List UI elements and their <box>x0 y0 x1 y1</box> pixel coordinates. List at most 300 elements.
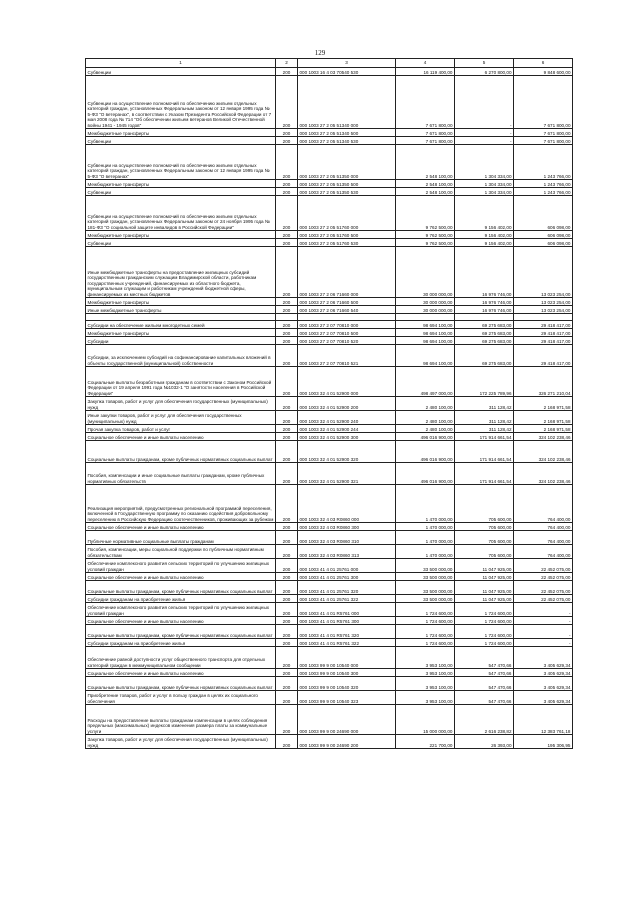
row-name-cell: Межбюджетные трансферты <box>86 329 276 337</box>
row-admin-code-cell: 200 <box>276 425 298 433</box>
row-budget-code-cell <box>298 314 396 321</box>
row-executed-cell: 16 976 746,00 <box>455 298 514 306</box>
row-approved-cell: 98 694 100,00 <box>396 329 455 337</box>
row-unexecuted-cell: 2 168 971,58 <box>514 425 573 433</box>
row-name-cell: Субсидии <box>86 337 276 345</box>
table-row <box>86 735 573 749</box>
row-admin-code-cell: 200 <box>276 68 298 76</box>
row-executed-cell: 1 304 334,00 <box>455 180 514 188</box>
row-executed-cell: 171 914 661,54 <box>455 463 514 485</box>
table-row <box>86 433 573 441</box>
row-admin-code-cell: 200 <box>276 595 298 603</box>
row-executed-cell: 547 470,66 <box>455 677 514 691</box>
table-row <box>86 367 573 397</box>
row-approved-cell: 9 762 500,00 <box>396 231 455 239</box>
row-executed-cell: 547 470,66 <box>455 647 514 669</box>
row-unexecuted-cell: 606 098,00 <box>514 231 573 239</box>
row-unexecuted-cell: 3 405 629,34 <box>514 669 573 677</box>
row-budget-code-cell: 000 1003 99 9 00 10540 300 <box>298 669 396 677</box>
row-budget-code-cell: 000 1003 32 4 01 52900 321 <box>298 463 396 485</box>
row-executed-cell: 172 225 789,96 <box>455 367 514 397</box>
row-approved-cell: 7 671 800,00 <box>396 137 455 145</box>
row-approved-cell: 1 724 600,00 <box>396 639 455 647</box>
row-approved-cell: 496 016 900,00 <box>396 433 455 441</box>
row-unexecuted-cell: 324 102 238,46 <box>514 441 573 463</box>
table-row <box>86 239 573 247</box>
row-executed-cell: 311 128,42 <box>455 425 514 433</box>
row-admin-code-cell: 200 <box>276 247 298 298</box>
row-budget-code-cell: 000 1003 32 4 03 R0860 310 <box>298 531 396 545</box>
row-name-cell: Социальное обеспечение и иные выплаты населению <box>86 433 276 441</box>
table-row <box>86 581 573 595</box>
row-admin-code-cell <box>276 314 298 321</box>
row-unexecuted-cell: 326 271 210,04 <box>514 367 573 397</box>
row-unexecuted-cell: 22 452 075,00 <box>514 573 573 581</box>
row-approved-cell: 3 953 100,00 <box>396 647 455 669</box>
row-unexecuted-cell: 7 671 800,00 <box>514 76 573 129</box>
row-executed-cell: 11 047 925,00 <box>455 581 514 595</box>
row-unexecuted-cell: 1 243 766,00 <box>514 188 573 196</box>
row-admin-code-cell: 200 <box>276 669 298 677</box>
budget-execution-table <box>85 58 573 749</box>
row-name-cell: Социальное обеспечение и иные выплаты населению <box>86 669 276 677</box>
row-executed-cell: 6 270 800,00 <box>455 68 514 76</box>
row-name-cell: Межбюджетные трансферты <box>86 129 276 137</box>
row-executed-cell: 11 047 925,00 <box>455 573 514 581</box>
row-executed-cell: 547 470,66 <box>455 691 514 705</box>
column-header-3: 3 <box>298 59 396 68</box>
row-unexecuted-cell: 2 168 971,58 <box>514 411 573 425</box>
row-admin-code-cell: 200 <box>276 196 298 231</box>
row-admin-code-cell: 200 <box>276 617 298 625</box>
row-budget-code-cell: 000 1003 27 2 06 71660 500 <box>298 298 396 306</box>
row-budget-code-cell: 000 1003 99 9 00 10540 323 <box>298 691 396 705</box>
table-row <box>86 68 573 76</box>
row-admin-code-cell: 200 <box>276 677 298 691</box>
row-unexecuted-cell: 13 023 254,00 <box>514 247 573 298</box>
row-approved-cell: 1 724 600,00 <box>396 617 455 625</box>
table-row <box>86 188 573 196</box>
row-budget-code-cell: 000 1003 41 4 01 R5761 000 <box>298 603 396 617</box>
row-admin-code-cell: 200 <box>276 581 298 595</box>
row-name-cell <box>86 314 276 321</box>
row-unexecuted-cell: 2 168 971,58 <box>514 397 573 411</box>
row-admin-code-cell: 200 <box>276 559 298 573</box>
table-row <box>86 314 573 321</box>
row-approved-cell: 3 953 100,00 <box>396 677 455 691</box>
table-row <box>86 397 573 411</box>
row-budget-code-cell: 000 1003 99 9 00 24690 000 <box>298 705 396 735</box>
row-approved-cell: 221 700,00 <box>396 735 455 749</box>
table-row <box>86 647 573 669</box>
column-number-row <box>86 59 573 68</box>
row-name-cell: Иные межбюджетные трансферты <box>86 306 276 314</box>
row-approved-cell: 7 671 800,00 <box>396 129 455 137</box>
row-unexecuted-cell: 764 400,00 <box>514 545 573 559</box>
row-admin-code-cell: 200 <box>276 625 298 639</box>
row-admin-code-cell: 200 <box>276 337 298 345</box>
row-name-cell: Социальные выплаты гражданам, кроме публичных нормативных социальных выплат <box>86 581 276 595</box>
row-executed-cell: 171 914 661,54 <box>455 433 514 441</box>
row-executed-cell: 1 304 334,00 <box>455 188 514 196</box>
row-budget-code-cell: 000 1003 41 4 01 R5761 320 <box>298 625 396 639</box>
row-approved-cell: 2 548 100,00 <box>396 188 455 196</box>
table-row <box>86 531 573 545</box>
row-approved-cell: 496 016 900,00 <box>396 463 455 485</box>
row-unexecuted-cell: - <box>514 603 573 617</box>
row-budget-code-cell: 000 1003 16 4 03 70540 530 <box>298 68 396 76</box>
row-name-cell: Субвенции <box>86 239 276 247</box>
row-budget-code-cell: 000 1003 41 4 01 R5761 300 <box>298 617 396 625</box>
row-unexecuted-cell: 29 418 417,00 <box>514 337 573 345</box>
row-budget-code-cell: 000 1003 32 4 01 52900 200 <box>298 397 396 411</box>
row-admin-code-cell: 200 <box>276 397 298 411</box>
table-row <box>86 231 573 239</box>
row-budget-code-cell: 000 1003 32 4 03 R0860 313 <box>298 545 396 559</box>
row-budget-code-cell: 000 1003 27 2 07 70810 521 <box>298 345 396 367</box>
row-admin-code-cell: 200 <box>276 239 298 247</box>
row-executed-cell: 705 600,00 <box>455 485 514 523</box>
row-unexecuted-cell: 764 400,00 <box>514 485 573 523</box>
row-budget-code-cell: 000 1003 27 2 05 51350 500 <box>298 180 396 188</box>
row-admin-code-cell: 200 <box>276 573 298 581</box>
row-name-cell: Реализация мероприятий, предусмотренных региональной программой переселения, включенной в Государственную программу по оказанию содействия добровольному переселению в Российскую Федерацию соотечественников, проживающих за рубежом <box>86 485 276 523</box>
row-name-cell: Социальные выплаты гражданам, кроме публичных нормативных социальных выплат <box>86 677 276 691</box>
row-budget-code-cell: 000 1003 27 2 05 51340 000 <box>298 76 396 129</box>
row-unexecuted-cell: 13 023 254,00 <box>514 298 573 306</box>
row-admin-code-cell: 200 <box>276 647 298 669</box>
row-name-cell: Расходы на предоставление выплаты гражданам компенсации в целях соблюдения предельных (максимальных) индексов изменения размера платы за коммунальные услуги <box>86 705 276 735</box>
page-number: 129 <box>314 49 326 57</box>
row-unexecuted-cell: 29 418 417,00 <box>514 329 573 337</box>
table-row <box>86 485 573 523</box>
row-approved-cell: 2 480 100,00 <box>396 397 455 411</box>
row-admin-code-cell: 200 <box>276 411 298 425</box>
row-name-cell: Субвенции на осуществление полномочий по обеспечению жильем отдельных категорий граждан, установленных Федеральным законом от 12 января 1995 года № 5-ФЗ "О ветеранах" <box>86 145 276 180</box>
table-row <box>86 425 573 433</box>
row-executed-cell: 1 724 600,00 <box>455 639 514 647</box>
row-name-cell: Субсидии гражданам на приобретение жилья <box>86 639 276 647</box>
row-approved-cell: 98 694 100,00 <box>396 337 455 345</box>
row-admin-code-cell: 200 <box>276 145 298 180</box>
row-unexecuted-cell: 764 400,00 <box>514 523 573 531</box>
table-row <box>86 669 573 677</box>
row-name-cell: Иные закупки товаров, работ и услуг для обеспечения государственных (муниципальных) нужд <box>86 411 276 425</box>
table-body <box>86 68 573 749</box>
row-unexecuted-cell: 12 383 761,18 <box>514 705 573 735</box>
row-name-cell: Межбюджетные трансферты <box>86 298 276 306</box>
row-executed-cell <box>455 314 514 321</box>
row-admin-code-cell: 200 <box>276 329 298 337</box>
table-row <box>86 617 573 625</box>
row-executed-cell: 9 156 402,00 <box>455 239 514 247</box>
row-admin-code-cell: 200 <box>276 545 298 559</box>
row-executed-cell: 1 304 334,00 <box>455 145 514 180</box>
row-executed-cell: 69 275 683,00 <box>455 337 514 345</box>
row-budget-code-cell: 000 1003 32 4 01 52900 320 <box>298 441 396 463</box>
row-admin-code-cell: 200 <box>276 523 298 531</box>
row-unexecuted-cell: - <box>514 639 573 647</box>
row-admin-code-cell: 200 <box>276 180 298 188</box>
row-approved-cell: 1 470 000,00 <box>396 531 455 545</box>
row-admin-code-cell: 200 <box>276 367 298 397</box>
table-row <box>86 337 573 345</box>
row-budget-code-cell: 000 1003 41 4 01 25761 300 <box>298 573 396 581</box>
row-unexecuted-cell <box>514 314 573 321</box>
row-name-cell: Прочая закупка товаров, работ и услуг <box>86 425 276 433</box>
row-unexecuted-cell: 1 243 766,00 <box>514 180 573 188</box>
row-budget-code-cell: 000 1003 27 2 07 70810 500 <box>298 329 396 337</box>
row-budget-code-cell: 000 1003 32 4 03 R0860 000 <box>298 485 396 523</box>
row-unexecuted-cell: 7 671 800,00 <box>514 129 573 137</box>
row-name-cell: Публичные нормативные социальные выплаты гражданам <box>86 531 276 545</box>
row-admin-code-cell: 200 <box>276 691 298 705</box>
row-approved-cell <box>396 314 455 321</box>
table-row <box>86 705 573 735</box>
row-admin-code-cell: 200 <box>276 129 298 137</box>
column-header-2: 2 <box>276 59 298 68</box>
row-approved-cell: 30 000 000,00 <box>396 298 455 306</box>
row-unexecuted-cell: 3 405 629,34 <box>514 677 573 691</box>
row-name-cell: Субвенции на осуществление полномочий по обеспечению жильем отдельных категорий граждан, установленных Федеральным законом от 24 ноября 1995 года № 181-ФЗ "О социальной защите инвалидов в Российской Федерации" <box>86 196 276 231</box>
row-unexecuted-cell: 195 306,95 <box>514 735 573 749</box>
row-approved-cell: 16 119 400,00 <box>396 68 455 76</box>
table-row <box>86 129 573 137</box>
row-unexecuted-cell: 1 243 766,00 <box>514 145 573 180</box>
table-row <box>86 691 573 705</box>
row-executed-cell: - <box>455 137 514 145</box>
row-admin-code-cell: 200 <box>276 603 298 617</box>
column-header-1: 1 <box>86 59 276 68</box>
row-admin-code-cell: 200 <box>276 298 298 306</box>
row-approved-cell: 2 480 100,00 <box>396 411 455 425</box>
row-executed-cell: 16 976 746,00 <box>455 247 514 298</box>
row-approved-cell: 33 500 000,00 <box>396 595 455 603</box>
row-name-cell: Социальные выплаты безработным гражданам в соответствии с Законом Российской Федерации от 19 апреля 1991 года №1032-1 "О занятости населения в Российской Федерации" <box>86 367 276 397</box>
table-row <box>86 345 573 367</box>
row-approved-cell: 30 000 000,00 <box>396 306 455 314</box>
table-row <box>86 677 573 691</box>
row-budget-code-cell: 000 1003 99 9 00 10540 320 <box>298 677 396 691</box>
table-row <box>86 625 573 639</box>
row-executed-cell: 311 128,42 <box>455 411 514 425</box>
row-executed-cell: 69 275 683,00 <box>455 321 514 329</box>
row-unexecuted-cell: - <box>514 617 573 625</box>
table-row <box>86 145 573 180</box>
table-row <box>86 603 573 617</box>
table-row <box>86 137 573 145</box>
row-budget-code-cell: 000 1003 32 4 01 52900 300 <box>298 433 396 441</box>
row-approved-cell: 3 953 100,00 <box>396 691 455 705</box>
row-name-cell: Приобретение товаров, работ и услуг в пользу граждан в целях их социального обеспечения <box>86 691 276 705</box>
row-budget-code-cell: 000 1003 27 2 05 51760 530 <box>298 239 396 247</box>
row-approved-cell: 498 497 000,00 <box>396 367 455 397</box>
row-budget-code-cell: 000 1003 27 2 05 51350 530 <box>298 188 396 196</box>
row-name-cell: Субсидии, за исключением субсидий на софинансирование капитальных вложений в объекты государственной (муниципальной) собственности <box>86 345 276 367</box>
row-approved-cell: 98 694 100,00 <box>396 345 455 367</box>
row-approved-cell: 7 671 800,00 <box>396 76 455 129</box>
row-approved-cell: 9 762 500,00 <box>396 239 455 247</box>
row-budget-code-cell: 000 1003 27 2 05 51760 000 <box>298 196 396 231</box>
row-budget-code-cell: 000 1003 32 4 01 52900 244 <box>298 425 396 433</box>
row-budget-code-cell: 000 1003 32 4 01 52900 240 <box>298 411 396 425</box>
row-approved-cell: 1 724 600,00 <box>396 603 455 617</box>
row-executed-cell: 311 128,42 <box>455 397 514 411</box>
row-unexecuted-cell: 764 400,00 <box>514 531 573 545</box>
row-executed-cell: 1 724 600,00 <box>455 617 514 625</box>
row-admin-code-cell: 200 <box>276 485 298 523</box>
row-admin-code-cell: 200 <box>276 231 298 239</box>
row-budget-code-cell: 000 1003 27 2 05 51760 500 <box>298 231 396 239</box>
row-executed-cell: 69 275 683,00 <box>455 345 514 367</box>
row-name-cell: Субсидии на обеспечение жильем многодетных семей <box>86 321 276 329</box>
row-budget-code-cell: 000 1003 41 4 01 25761 322 <box>298 595 396 603</box>
row-name-cell: Обеспечение комплексного развития сельских территорий по улучшению жилищных условий граждан <box>86 559 276 573</box>
row-unexecuted-cell: 22 452 075,00 <box>514 559 573 573</box>
row-executed-cell: 547 470,66 <box>455 669 514 677</box>
row-executed-cell: 9 156 402,00 <box>455 231 514 239</box>
row-approved-cell: 1 470 000,00 <box>396 523 455 531</box>
row-budget-code-cell: 000 1003 41 4 01 25761 000 <box>298 559 396 573</box>
row-admin-code-cell: 200 <box>276 705 298 735</box>
row-unexecuted-cell: 606 098,00 <box>514 239 573 247</box>
row-budget-code-cell: 000 1003 27 2 05 51340 500 <box>298 129 396 137</box>
row-executed-cell: 26 393,00 <box>455 735 514 749</box>
row-admin-code-cell: 200 <box>276 306 298 314</box>
row-budget-code-cell: 000 1003 99 9 00 24690 200 <box>298 735 396 749</box>
row-approved-cell: 1 470 000,00 <box>396 545 455 559</box>
row-executed-cell: - <box>455 76 514 129</box>
row-name-cell: Закупка товаров, работ и услуг для обеспечения государственных (муниципальных) нужд <box>86 735 276 749</box>
row-unexecuted-cell: 29 418 417,00 <box>514 321 573 329</box>
row-executed-cell: 705 600,00 <box>455 545 514 559</box>
row-name-cell: Обеспечение равной доступности услуг общественного транспорта для отдельных категорий граждан в межмуниципальном сообщении <box>86 647 276 669</box>
row-budget-code-cell: 000 1003 27 2 06 71660 540 <box>298 306 396 314</box>
row-admin-code-cell: 200 <box>276 441 298 463</box>
row-approved-cell: 30 000 000,00 <box>396 247 455 298</box>
row-executed-cell: 11 047 925,00 <box>455 595 514 603</box>
row-approved-cell: 496 016 900,00 <box>396 441 455 463</box>
row-approved-cell: 33 500 000,00 <box>396 573 455 581</box>
row-admin-code-cell: 200 <box>276 639 298 647</box>
row-executed-cell: 16 976 746,00 <box>455 306 514 314</box>
row-admin-code-cell: 200 <box>276 76 298 129</box>
row-admin-code-cell: 200 <box>276 137 298 145</box>
row-name-cell: Пособия, компенсации, меры социальной поддержки по публичным нормативным обязательствам <box>86 545 276 559</box>
row-approved-cell: 33 500 000,00 <box>396 559 455 573</box>
table-row <box>86 523 573 531</box>
row-unexecuted-cell: 324 102 238,46 <box>514 463 573 485</box>
row-name-cell: Социальное обеспечение и иные выплаты населению <box>86 573 276 581</box>
row-name-cell: Социальное обеспечение и иные выплаты населению <box>86 523 276 531</box>
row-approved-cell: 1 470 000,00 <box>396 485 455 523</box>
row-executed-cell: 705 600,00 <box>455 531 514 545</box>
table-row <box>86 545 573 559</box>
table-row <box>86 247 573 298</box>
row-budget-code-cell: 000 1003 27 2 05 51350 000 <box>298 145 396 180</box>
table-row <box>86 329 573 337</box>
row-unexecuted-cell: 606 098,00 <box>514 196 573 231</box>
row-approved-cell: 15 000 000,00 <box>396 705 455 735</box>
row-unexecuted-cell: 7 671 800,00 <box>514 137 573 145</box>
row-name-cell: Межбюджетные трансферты <box>86 231 276 239</box>
row-budget-code-cell: 000 1003 41 4 01 R5761 322 <box>298 639 396 647</box>
row-admin-code-cell: 200 <box>276 531 298 545</box>
table-row <box>86 463 573 485</box>
row-unexecuted-cell: 324 102 238,46 <box>514 433 573 441</box>
row-executed-cell: 2 616 238,82 <box>455 705 514 735</box>
row-admin-code-cell: 200 <box>276 321 298 329</box>
table-row <box>86 573 573 581</box>
row-executed-cell: 1 724 600,00 <box>455 603 514 617</box>
table-row <box>86 306 573 314</box>
table-row <box>86 441 573 463</box>
row-executed-cell: 1 724 600,00 <box>455 625 514 639</box>
row-budget-code-cell: 000 1003 27 2 05 51340 530 <box>298 137 396 145</box>
row-name-cell: Пособия, компенсации и иные социальные выплаты гражданам, кроме публичных нормативных обязательств <box>86 463 276 485</box>
column-header-6: 6 <box>514 59 573 68</box>
row-name-cell: Субвенции <box>86 68 276 76</box>
row-budget-code-cell: 000 1003 27 2 07 70810 000 <box>298 321 396 329</box>
row-unexecuted-cell: 3 405 629,34 <box>514 691 573 705</box>
row-approved-cell: 9 762 500,00 <box>396 196 455 231</box>
row-admin-code-cell: 200 <box>276 345 298 367</box>
table-row <box>86 76 573 129</box>
row-unexecuted-cell: - <box>514 625 573 639</box>
row-admin-code-cell: 200 <box>276 463 298 485</box>
row-name-cell: Обеспечение комплексного развития сельских территорий по улучшению жилищных условий граждан <box>86 603 276 617</box>
table-row <box>86 559 573 573</box>
row-approved-cell: 3 953 100,00 <box>396 669 455 677</box>
row-executed-cell: 11 047 925,00 <box>455 559 514 573</box>
row-name-cell: Субвенции <box>86 137 276 145</box>
row-approved-cell: 33 500 000,00 <box>396 581 455 595</box>
column-header-5: 5 <box>455 59 514 68</box>
row-name-cell: Субвенции на осуществление полномочий по обеспечению жильем отдельных категорий граждан, установленных Федеральным законом от 12 января 1995 года № 5-ФЗ "О ветеранах", в соответствии с Указом Президента Российской Федерации от 7 мая 2008 года № 714 "Об обеспечении жильем ветеранов Великой Отечественной войны 1941 - 1945 годов" <box>86 76 276 129</box>
row-admin-code-cell: 200 <box>276 188 298 196</box>
row-name-cell: Субвенции <box>86 188 276 196</box>
row-executed-cell: 9 156 402,00 <box>455 196 514 231</box>
row-name-cell: Социальные выплаты гражданам, кроме публичных нормативных социальных выплат <box>86 625 276 639</box>
table-row <box>86 595 573 603</box>
row-approved-cell: 2 548 100,00 <box>396 145 455 180</box>
table-row <box>86 411 573 425</box>
row-name-cell: Иные межбюджетные трансферты на предоставление жилищных субсидий государственным гражданским служащим Владимирской области, работникам государственных учреждений, финансируемых из областного бюджета, муниципальным служащим и работникам учреждений бюджетной сферы, финансируемых из местных бюджетов <box>86 247 276 298</box>
row-name-cell: Закупка товаров, работ и услуг для обеспечения государственных (муниципальных) нужд <box>86 397 276 411</box>
row-executed-cell: 69 275 683,00 <box>455 329 514 337</box>
row-unexecuted-cell: 29 418 417,00 <box>514 345 573 367</box>
row-name-cell: Субсидии гражданам на приобретение жилья <box>86 595 276 603</box>
row-budget-code-cell: 000 1003 99 9 00 10540 000 <box>298 647 396 669</box>
row-name-cell: Межбюджетные трансферты <box>86 180 276 188</box>
row-unexecuted-cell: 9 848 600,00 <box>514 68 573 76</box>
row-budget-code-cell: 000 1003 32 4 01 52900 000 <box>298 367 396 397</box>
row-name-cell: Социальные выплаты гражданам, кроме публичных нормативных социальных выплат <box>86 441 276 463</box>
row-name-cell: Социальное обеспечение и иные выплаты населению <box>86 617 276 625</box>
table-row <box>86 298 573 306</box>
row-approved-cell: 1 724 600,00 <box>396 625 455 639</box>
row-budget-code-cell: 000 1003 27 2 07 70810 520 <box>298 337 396 345</box>
table-row <box>86 196 573 231</box>
row-unexecuted-cell: 22 452 075,00 <box>514 581 573 595</box>
row-admin-code-cell: 200 <box>276 433 298 441</box>
row-admin-code-cell: 200 <box>276 735 298 749</box>
row-budget-code-cell: 000 1003 41 4 01 25761 320 <box>298 581 396 595</box>
row-budget-code-cell: 000 1003 27 2 06 71660 000 <box>298 247 396 298</box>
table-row <box>86 180 573 188</box>
row-budget-code-cell: 000 1003 32 4 03 R0860 300 <box>298 523 396 531</box>
row-unexecuted-cell: 3 405 629,34 <box>514 647 573 669</box>
